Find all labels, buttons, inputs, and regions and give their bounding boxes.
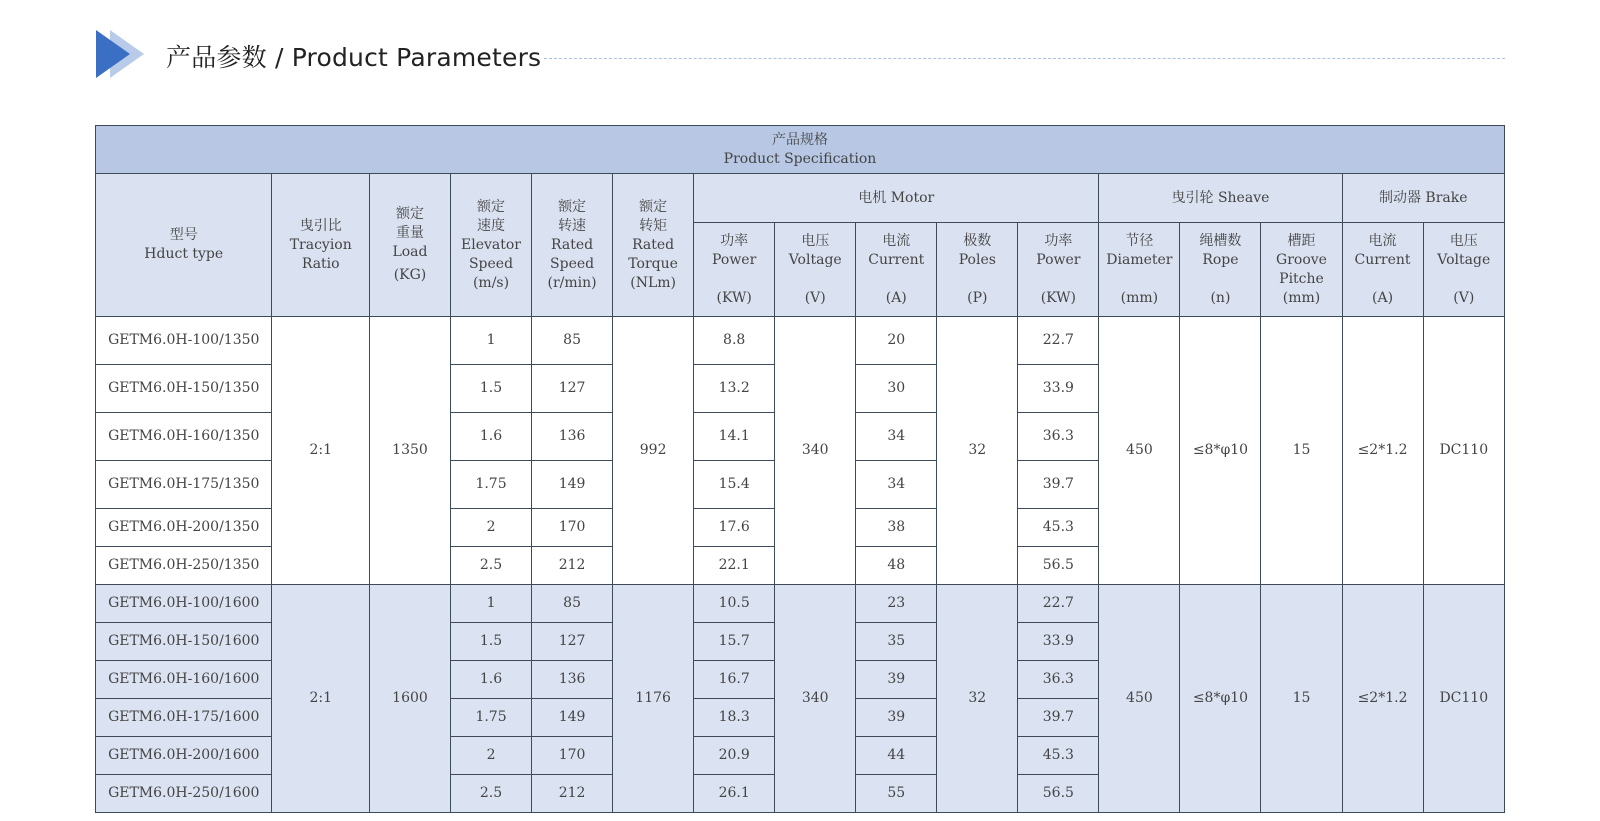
cell-rpm: 149 bbox=[532, 461, 613, 509]
table-row bbox=[96, 317, 1505, 365]
table-row bbox=[96, 585, 1505, 623]
cell-rpm: 170 bbox=[532, 737, 613, 775]
cell-model: GETM6.0H-160/1350 bbox=[96, 413, 272, 461]
cell-current: 39 bbox=[856, 661, 937, 699]
cell-load: 1600 bbox=[369, 585, 450, 813]
col-model: 型号 Hduct type bbox=[96, 174, 272, 317]
cell-power-2: 39.7 bbox=[1018, 461, 1099, 509]
cell-model: GETM6.0H-100/1350 bbox=[96, 317, 272, 365]
cell-model: GETM6.0H-100/1600 bbox=[96, 585, 272, 623]
col-motor-voltage: 电压 Voltage (V) bbox=[775, 223, 856, 317]
cell-brake-current: ≤2*1.2 bbox=[1342, 317, 1423, 585]
cell-power: 18.3 bbox=[694, 699, 775, 737]
group-motor: 电机 Motor bbox=[694, 174, 1099, 223]
cell-poles: 32 bbox=[937, 585, 1018, 813]
cell-power-2: 39.7 bbox=[1018, 699, 1099, 737]
cell-rpm: 127 bbox=[532, 365, 613, 413]
cell-rpm: 136 bbox=[532, 413, 613, 461]
col-motor-power: 功率 Power (KW) bbox=[694, 223, 775, 317]
caption-en: Product Specification bbox=[723, 150, 877, 167]
cell-model: GETM6.0H-250/1350 bbox=[96, 547, 272, 585]
cell-voltage: 340 bbox=[775, 585, 856, 813]
col-ratio: 曳引比 Tracyion Ratio bbox=[272, 174, 369, 317]
chevron-right-icon bbox=[96, 28, 148, 80]
product-spec-table bbox=[95, 125, 1505, 813]
cell-speed: 1.75 bbox=[451, 699, 532, 737]
table-header bbox=[96, 126, 1505, 317]
cell-speed: 2 bbox=[451, 509, 532, 547]
group-sheave: 曳引轮 Sheave bbox=[1099, 174, 1342, 223]
col-sheave-diameter: 节径 Diameter (mm) bbox=[1099, 223, 1180, 317]
cell-power-2: 36.3 bbox=[1018, 661, 1099, 699]
col-motor-current: 电流 Current (A) bbox=[856, 223, 937, 317]
table-body bbox=[96, 317, 1505, 813]
cell-speed: 1.5 bbox=[451, 623, 532, 661]
page-title: 产品参数 / Product Parameters bbox=[166, 43, 542, 72]
cell-diameter: 450 bbox=[1099, 317, 1180, 585]
cell-voltage: 340 bbox=[775, 317, 856, 585]
col-sheave-groove: 槽距 Groove Pitche (mm) bbox=[1261, 223, 1342, 317]
cell-current: 34 bbox=[856, 413, 937, 461]
cell-power: 17.6 bbox=[694, 509, 775, 547]
cell-rpm: 127 bbox=[532, 623, 613, 661]
cell-groove: 15 bbox=[1261, 585, 1342, 813]
cell-power-2: 22.7 bbox=[1018, 585, 1099, 623]
cell-power-2: 45.3 bbox=[1018, 737, 1099, 775]
cell-poles: 32 bbox=[937, 317, 1018, 585]
cell-rope: ≤8*φ10 bbox=[1180, 317, 1261, 585]
cell-brake-current: ≤2*1.2 bbox=[1342, 585, 1423, 813]
cell-ratio: 2:1 bbox=[272, 317, 369, 585]
cell-power: 26.1 bbox=[694, 775, 775, 813]
cell-current: 55 bbox=[856, 775, 937, 813]
cell-speed: 1.6 bbox=[451, 661, 532, 699]
cell-power-2: 45.3 bbox=[1018, 509, 1099, 547]
cell-speed: 2.5 bbox=[451, 775, 532, 813]
cell-model: GETM6.0H-150/1350 bbox=[96, 365, 272, 413]
cell-rpm: 85 bbox=[532, 317, 613, 365]
cell-power: 15.7 bbox=[694, 623, 775, 661]
cell-power-2: 22.7 bbox=[1018, 317, 1099, 365]
table-caption bbox=[96, 126, 1505, 174]
cell-rpm: 212 bbox=[532, 547, 613, 585]
cell-speed: 1.5 bbox=[451, 365, 532, 413]
cell-diameter: 450 bbox=[1099, 585, 1180, 813]
cell-power: 14.1 bbox=[694, 413, 775, 461]
cell-current: 38 bbox=[856, 509, 937, 547]
cell-model: GETM6.0H-250/1600 bbox=[96, 775, 272, 813]
col-brake-voltage: 电压 Voltage (V) bbox=[1423, 223, 1504, 317]
cell-power-2: 56.5 bbox=[1018, 775, 1099, 813]
cell-power: 10.5 bbox=[694, 585, 775, 623]
cell-power: 22.1 bbox=[694, 547, 775, 585]
cell-rope: ≤8*φ10 bbox=[1180, 585, 1261, 813]
cell-model: GETM6.0H-200/1600 bbox=[96, 737, 272, 775]
cell-brake-voltage: DC110 bbox=[1423, 585, 1504, 813]
col-sheave-rope: 绳槽数 Rope (n) bbox=[1180, 223, 1261, 317]
col-motor-poles: 极数 Poles (P) bbox=[937, 223, 1018, 317]
cell-current: 23 bbox=[856, 585, 937, 623]
cell-speed: 2 bbox=[451, 737, 532, 775]
cell-current: 30 bbox=[856, 365, 937, 413]
caption-cn: 产品规格 bbox=[772, 131, 828, 148]
cell-torque: 1176 bbox=[613, 585, 694, 813]
cell-current: 20 bbox=[856, 317, 937, 365]
cell-speed: 2.5 bbox=[451, 547, 532, 585]
cell-rpm: 212 bbox=[532, 775, 613, 813]
cell-current: 34 bbox=[856, 461, 937, 509]
cell-ratio: 2:1 bbox=[272, 585, 369, 813]
cell-load: 1350 bbox=[369, 317, 450, 585]
cell-speed: 1.75 bbox=[451, 461, 532, 509]
col-rpm: 额定 转速 Rated Speed (r/min) bbox=[532, 174, 613, 317]
cell-power-2: 56.5 bbox=[1018, 547, 1099, 585]
col-torque: 额定 转矩 Rated Torque (NLm) bbox=[613, 174, 694, 317]
spec-table-wrapper bbox=[95, 125, 1505, 813]
cell-model: GETM6.0H-175/1600 bbox=[96, 699, 272, 737]
cell-model: GETM6.0H-200/1350 bbox=[96, 509, 272, 547]
cell-rpm: 85 bbox=[532, 585, 613, 623]
header-divider bbox=[544, 58, 1505, 59]
col-brake-current: 电流 Current (A) bbox=[1342, 223, 1423, 317]
cell-power: 8.8 bbox=[694, 317, 775, 365]
col-speed: 额定 速度 Elevator Speed (m/s) bbox=[451, 174, 532, 317]
cell-rpm: 149 bbox=[532, 699, 613, 737]
cell-current: 44 bbox=[856, 737, 937, 775]
cell-model: GETM6.0H-160/1600 bbox=[96, 661, 272, 699]
cell-rpm: 136 bbox=[532, 661, 613, 699]
cell-current: 35 bbox=[856, 623, 937, 661]
cell-power: 15.4 bbox=[694, 461, 775, 509]
cell-speed: 1 bbox=[451, 585, 532, 623]
cell-brake-voltage: DC110 bbox=[1423, 317, 1504, 585]
col-load: 额定 重量 Load (KG) bbox=[369, 174, 450, 317]
cell-model: GETM6.0H-175/1350 bbox=[96, 461, 272, 509]
section-header bbox=[0, 0, 1600, 110]
group-brake: 制动器 Brake bbox=[1342, 174, 1504, 223]
cell-power-2: 33.9 bbox=[1018, 365, 1099, 413]
cell-current: 48 bbox=[856, 547, 937, 585]
cell-power-2: 36.3 bbox=[1018, 413, 1099, 461]
cell-power-2: 33.9 bbox=[1018, 623, 1099, 661]
cell-power: 16.7 bbox=[694, 661, 775, 699]
cell-model: GETM6.0H-150/1600 bbox=[96, 623, 272, 661]
cell-torque: 992 bbox=[613, 317, 694, 585]
cell-current: 39 bbox=[856, 699, 937, 737]
cell-speed: 1.6 bbox=[451, 413, 532, 461]
col-motor-power-2: 功率 Power (KW) bbox=[1018, 223, 1099, 317]
cell-power: 20.9 bbox=[694, 737, 775, 775]
cell-groove: 15 bbox=[1261, 317, 1342, 585]
cell-rpm: 170 bbox=[532, 509, 613, 547]
cell-speed: 1 bbox=[451, 317, 532, 365]
cell-power: 13.2 bbox=[694, 365, 775, 413]
